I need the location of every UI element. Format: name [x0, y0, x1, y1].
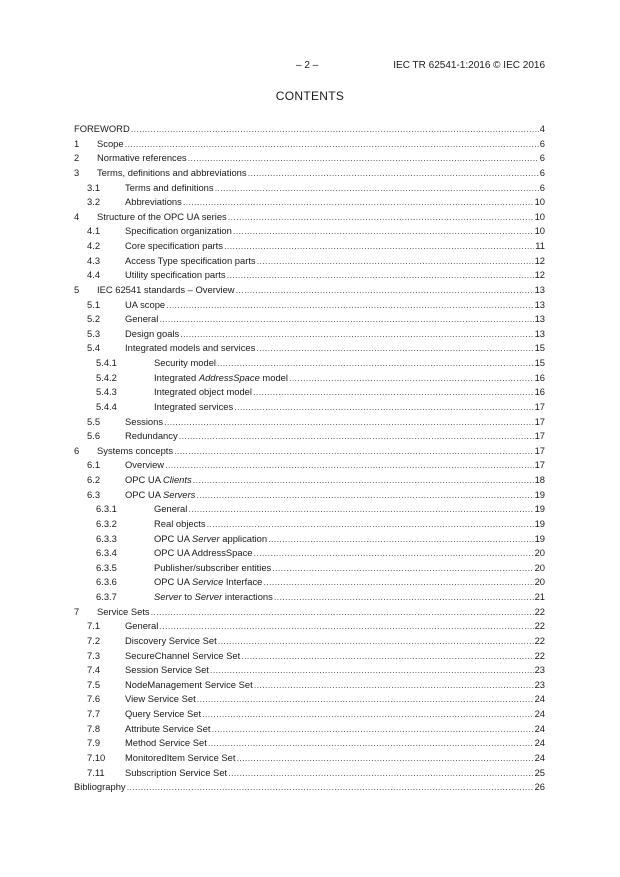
toc-leader-dots: [236, 283, 534, 298]
toc-entry-title-part: Terms and definitions: [125, 181, 214, 193]
toc-leader-dots: [165, 458, 533, 473]
toc-entry-page: 10: [534, 196, 545, 208]
toc-entry[interactable]: [74, 356, 545, 371]
toc-leader-dots: [159, 312, 533, 327]
toc-leader-dots: [234, 400, 533, 415]
toc-leader-dots: [272, 561, 533, 576]
toc-entry-page: 25: [534, 766, 545, 778]
toc-entry-title: [154, 371, 288, 386]
toc-entry-title-part: Utility specification parts: [125, 269, 226, 281]
toc-entry-number: 4.1: [87, 225, 101, 237]
toc-entry-title-part: Clients: [163, 474, 192, 485]
page-header: [74, 60, 545, 74]
toc-entry-title-part: Service: [192, 576, 224, 588]
toc-leader-dots: [263, 575, 533, 590]
toc-entry-page: 6: [539, 181, 545, 193]
toc-leader-dots: [197, 692, 534, 707]
toc-entry-page: 13: [534, 327, 545, 339]
page-title: CONTENTS: [275, 89, 345, 103]
toc-entry-title: [97, 605, 150, 620]
toc-entry-number: 7.10: [87, 751, 106, 763]
toc-entry[interactable]: [74, 678, 545, 693]
toc-leader-dots: [268, 532, 533, 547]
toc-entry-title-part: Server: [154, 591, 182, 602]
toc-entry-page: 22: [534, 634, 545, 646]
toc-entry-number: 6.3.6: [96, 576, 117, 588]
toc-entry-title: [74, 780, 126, 795]
toc-entry-number: 4.2: [87, 240, 101, 251]
toc-entry[interactable]: [74, 327, 545, 342]
toc-entry-page: 20: [534, 576, 545, 588]
toc-entry-page: 24: [534, 751, 545, 763]
toc-entry-title: [74, 122, 130, 137]
toc-entry-title-part: Integrated: [154, 371, 199, 383]
toc-entry-page: 24: [534, 708, 545, 719]
toc-entry-title: [125, 722, 210, 737]
toc-leader-dots: [241, 649, 533, 664]
toc-leader-dots: [179, 429, 534, 444]
toc-entry-title-part: OPC UA AddressSpace: [154, 547, 253, 559]
toc-entry-title-part: Security model: [154, 357, 217, 368]
toc-entry-page: 10: [534, 210, 545, 222]
toc-entry-title-part: Abbreviations: [125, 196, 182, 208]
toc-entry-title-part: Bibliography: [74, 781, 126, 793]
toc-entry-page: 24: [534, 693, 545, 705]
toc-entry-title: [125, 341, 255, 356]
toc-leader-dots: [164, 415, 534, 430]
toc-entry-title: [154, 502, 187, 517]
toc-entry-page: 13: [534, 298, 545, 310]
toc-entry-title-part: Sessions: [125, 415, 164, 427]
toc-entry[interactable]: [74, 780, 545, 795]
toc-entry-title-part: Specification organization: [125, 225, 232, 237]
toc-leader-dots: [218, 634, 534, 649]
toc-entry-title-part: Subscription Service Set: [125, 766, 228, 778]
toc-leader-dots: [228, 210, 534, 225]
toc-entry-title: [97, 444, 173, 459]
toc-entry-page: 22: [534, 620, 545, 632]
toc-entry-title: [125, 736, 207, 751]
toc-entry-page: 6: [539, 137, 545, 149]
toc-entry-title-part: Systems concepts: [97, 444, 174, 456]
toc-entry-page: 20: [534, 561, 545, 573]
toc-entry-page: 26: [534, 781, 545, 793]
toc-leader-dots: [151, 605, 534, 620]
toc-entry-number: 4.3: [87, 254, 101, 266]
toc-leader-dots: [196, 488, 533, 503]
toc-entry[interactable]: [74, 707, 545, 722]
toc-entry-title-part: Integrated models and services: [125, 342, 256, 354]
toc-entry-page: 19: [534, 503, 545, 515]
toc-entry-title-part: Redundancy: [125, 430, 178, 442]
toc-entry-title: [125, 692, 196, 707]
toc-entry-title-part: to: [181, 591, 195, 602]
toc-entry-page: 4: [539, 123, 545, 134]
toc-entry-title-part: MonitoredItem Service Set: [125, 751, 236, 763]
toc-entry[interactable]: [74, 546, 545, 561]
toc-entry-page: 22: [534, 605, 545, 617]
toc-entry[interactable]: [74, 502, 545, 517]
toc-leader-dots: [210, 663, 534, 678]
toc-entry-page: 20: [534, 547, 545, 559]
toc-entry[interactable]: [74, 195, 545, 210]
toc-entry-title-part: Discovery Service Set: [125, 634, 217, 646]
toc-leader-dots: [257, 254, 534, 269]
toc-entry-page: 12: [534, 269, 545, 281]
toc-entry-title-part: General: [154, 503, 188, 515]
toc-entry[interactable]: [74, 619, 545, 634]
toc-entry-page: 24: [534, 737, 545, 749]
toc-leader-dots: [211, 722, 533, 737]
toc-entry-page: 15: [534, 357, 545, 368]
document-id: IEC TR 62541-1:2016 © IEC 2016: [393, 60, 545, 71]
toc-entry[interactable]: [74, 649, 545, 664]
toc-leader-dots: [236, 751, 533, 766]
toc-leader-dots: [174, 444, 533, 459]
toc-leader-dots: [228, 766, 533, 781]
toc-entry-page: 11: [535, 240, 545, 251]
toc-entry[interactable]: [74, 590, 545, 605]
toc-entry[interactable]: [74, 268, 545, 283]
toc-leader-dots: [188, 502, 533, 517]
toc-entry-page: 17: [534, 444, 545, 456]
toc-entry[interactable]: [74, 736, 545, 751]
toc-entry-title-part: OPC UA: [125, 488, 164, 500]
toc-entry-number: 3: [74, 166, 80, 178]
toc-entry-page: 16: [534, 371, 545, 383]
toc-entry[interactable]: [74, 532, 545, 547]
toc-entry-number: 6.3.7: [96, 591, 117, 602]
toc-entry-title: [154, 356, 216, 371]
toc-entry-title: [125, 268, 226, 283]
toc-leader-dots: [127, 780, 534, 795]
toc-entry-number: 7.5: [87, 678, 101, 690]
toc-entry-title-part: Service Sets: [97, 605, 150, 617]
toc-entry-title: [125, 678, 253, 693]
toc-leader-dots: [180, 327, 533, 342]
page-number: – 2 –: [296, 60, 319, 71]
toc-entry-title-part: Normative references: [97, 152, 187, 164]
toc-entry-title: [125, 181, 214, 196]
toc-entry-title: [154, 561, 271, 576]
toc-entry[interactable]: [74, 400, 545, 415]
toc-entry-page: 23: [534, 678, 545, 690]
toc-entry-number: 6.3.1: [96, 503, 117, 515]
toc-entry-number: 7.7: [87, 708, 101, 719]
toc-entry-number: 5.4.4: [96, 400, 117, 412]
toc-entry[interactable]: [74, 181, 545, 196]
toc-entry-title: [125, 473, 192, 488]
toc-entry-number: 2: [74, 152, 80, 164]
toc-entry-title-part: model: [259, 371, 288, 383]
toc-entry-title: [125, 488, 195, 503]
toc-entry-title: [97, 210, 227, 225]
toc-leader-dots: [274, 590, 534, 605]
toc-entry-title: [125, 254, 256, 269]
toc-entry[interactable]: [74, 634, 545, 649]
toc-entry[interactable]: [74, 663, 545, 678]
toc-entry[interactable]: [74, 415, 545, 430]
toc-entry-page: 6: [539, 152, 545, 164]
toc-entry-page: 19: [534, 488, 545, 500]
toc-entry-title-part: interactions: [222, 591, 273, 602]
toc-entry-number: 5.5: [87, 415, 101, 427]
toc-leader-dots: [215, 181, 539, 196]
toc-leader-dots: [131, 122, 539, 137]
toc-entry-number: 5.4.3: [96, 386, 117, 398]
toc-leader-dots: [227, 268, 534, 283]
toc-entry-number: 7.6: [87, 693, 101, 705]
toc-leader-dots: [217, 356, 534, 371]
toc-entry-page: 16: [534, 386, 545, 398]
toc-entry-title: [154, 575, 262, 590]
toc-leader-dots: [253, 385, 534, 400]
toc-leader-dots: [233, 224, 534, 239]
toc-entry-title: [125, 707, 201, 722]
toc-entry[interactable]: [74, 137, 545, 152]
toc-entry[interactable]: [74, 312, 545, 327]
toc-entry[interactable]: [74, 766, 545, 781]
toc-entry-title-part: OPC UA: [125, 474, 164, 485]
toc-entry-title: [154, 385, 252, 400]
toc-entry-number: 6.3.2: [96, 517, 117, 529]
toc-entry-number: 6.3.4: [96, 547, 117, 559]
toc-entry-title-part: Access Type specification parts: [125, 254, 256, 266]
toc-entry-title: [125, 195, 182, 210]
toc-entry-title: [125, 751, 235, 766]
toc-entry-number: 6.3: [87, 488, 101, 500]
toc-entry-page: 17: [534, 415, 545, 427]
toc-entry-title-part: OPC UA: [154, 576, 193, 588]
toc-entry-number: 7.2: [87, 634, 101, 646]
toc-entry-number: 5: [74, 283, 80, 295]
toc-entry[interactable]: [74, 283, 545, 298]
toc-entry-title-part: FOREWORD: [74, 123, 130, 134]
toc-entry-title-part: Core specification parts: [125, 240, 223, 251]
toc-entry-page: 17: [534, 459, 545, 471]
toc-entry-title: [125, 634, 217, 649]
toc-leader-dots: [202, 707, 533, 722]
toc-entry-title: [97, 151, 187, 166]
toc-entry-title-part: View Service Set: [125, 693, 196, 705]
toc-entry[interactable]: [74, 751, 545, 766]
toc-leader-dots: [208, 736, 534, 751]
toc-entry-title-part: AddressSpace: [198, 371, 260, 383]
toc-entry-title-part: Session Service Set: [125, 664, 209, 676]
toc-entry-number: 3.1: [87, 181, 101, 193]
toc-entry-page: 12: [534, 254, 545, 266]
toc-entry[interactable]: [74, 151, 545, 166]
toc-entry-page: 18: [534, 474, 545, 485]
toc-entry-number: 5.3: [87, 327, 101, 339]
toc-entry-number: 7.4: [87, 664, 101, 676]
toc-entry-title-part: Attribute Service Set: [125, 722, 211, 734]
toc-entry-page: 13: [534, 313, 545, 325]
toc-leader-dots: [254, 546, 534, 561]
toc-entry-title-part: UA scope: [125, 298, 166, 310]
toc-entry-title-part: Servers: [163, 488, 196, 500]
toc-entry[interactable]: [74, 298, 545, 313]
toc-entry-number: 7.9: [87, 737, 101, 749]
toc-entry[interactable]: [74, 254, 545, 269]
toc-entry-title: [125, 415, 163, 430]
toc-entry-number: 7.11: [87, 766, 105, 778]
toc-entry-page: 19: [534, 517, 545, 529]
toc-entry-page: 10: [534, 225, 545, 237]
toc-entry-number: 6.3.3: [96, 532, 117, 544]
toc-entry-title-part: Server: [194, 591, 223, 602]
toc-entry-number: 5.4.1: [96, 357, 117, 368]
toc-leader-dots: [159, 619, 533, 634]
toc-entry-title-part: NodeManagement Service Set: [125, 678, 253, 690]
toc-entry-title-part: application: [219, 532, 268, 544]
toc-entry[interactable]: [74, 444, 545, 459]
toc-entry[interactable]: [74, 473, 545, 488]
toc-entry[interactable]: [74, 224, 545, 239]
table-of-contents: [74, 122, 545, 795]
toc-leader-dots: [166, 298, 533, 313]
toc-entry-number: 7: [74, 605, 80, 617]
toc-entry[interactable]: [74, 561, 545, 576]
toc-entry-title: [125, 663, 209, 678]
toc-entry-title-part: Server: [192, 532, 220, 544]
toc-entry-title: [125, 649, 240, 664]
toc-entry-number: 5.4: [87, 342, 101, 354]
toc-entry-title-part: General: [125, 313, 159, 325]
toc-entry-title: [125, 239, 223, 254]
toc-entry-title-part: Terms, definitions and abbreviations: [97, 166, 247, 178]
toc-entry-page: 23: [534, 664, 545, 676]
toc-entry-page: 6: [539, 166, 545, 178]
toc-entry-number: 4: [74, 210, 80, 222]
toc-entry[interactable]: [74, 722, 545, 737]
toc-entry-title: [97, 166, 247, 181]
toc-entry[interactable]: [74, 605, 545, 620]
toc-entry-number: 1: [74, 137, 80, 149]
toc-leader-dots: [207, 517, 534, 532]
toc-entry-title: [97, 283, 235, 298]
toc-entry[interactable]: [74, 122, 545, 137]
toc-leader-dots: [188, 151, 539, 166]
toc-entry-title: [154, 590, 273, 605]
toc-entry-page: 13: [534, 283, 545, 295]
toc-entry-number: 7.1: [87, 620, 101, 632]
toc-leader-dots: [256, 341, 533, 356]
toc-entry-title: [97, 137, 124, 152]
toc-entry-page: 19: [534, 532, 545, 544]
toc-entry-page: 22: [534, 649, 545, 661]
toc-entry-title: [125, 766, 227, 781]
toc-entry[interactable]: [74, 692, 545, 707]
toc-entry-title-part: Method Service Set: [125, 737, 207, 749]
toc-leader-dots: [183, 195, 534, 210]
toc-entry-title: [125, 298, 165, 313]
toc-entry-title-part: SecureChannel Service Set: [125, 649, 241, 661]
toc-entry-title-part: OPC UA: [154, 532, 193, 544]
toc-entry[interactable]: [74, 429, 545, 444]
toc-entry[interactable]: [74, 239, 545, 254]
toc-entry[interactable]: [74, 575, 545, 590]
toc-entry-number: 5.4.2: [96, 371, 117, 383]
toc-entry-title-part: Interface: [223, 576, 263, 588]
toc-entry[interactable]: [74, 341, 545, 356]
toc-entry-page: 17: [534, 430, 545, 442]
toc-entry-title: [154, 546, 253, 561]
toc-entry[interactable]: [74, 517, 545, 532]
toc-entry-number: 6.1: [87, 459, 101, 471]
toc-leader-dots: [289, 371, 534, 386]
toc-entry-number: 6.2: [87, 474, 101, 485]
toc-entry-title: [125, 458, 164, 473]
toc-entry[interactable]: [74, 371, 545, 386]
toc-entry[interactable]: [74, 385, 545, 400]
toc-leader-dots: [193, 473, 534, 488]
toc-entry-title-part: Publisher/subscriber entities: [154, 561, 272, 573]
toc-entry-number: 3.2: [87, 196, 101, 208]
toc-entry[interactable]: [74, 210, 545, 225]
toc-entry-title-part: Integrated services: [154, 400, 234, 412]
toc-entry-number: 5.1: [87, 298, 101, 310]
toc-leader-dots: [125, 137, 539, 152]
toc-entry-page: 17: [534, 400, 545, 412]
toc-entry-title: [125, 224, 232, 239]
toc-entry-title: [125, 619, 158, 634]
toc-entry[interactable]: [74, 488, 545, 503]
toc-leader-dots: [248, 166, 539, 181]
toc-entry-number: 4.4: [87, 269, 101, 281]
toc-entry-title-part: Query Service Set: [125, 708, 202, 719]
toc-entry-title: [154, 532, 267, 547]
toc-entry-page: 24: [534, 722, 545, 734]
toc-entry-title: [125, 312, 158, 327]
toc-entry-page: 15: [534, 342, 545, 354]
toc-entry[interactable]: [74, 166, 545, 181]
toc-entry-number: 7.3: [87, 649, 101, 661]
toc-entry-title-part: Integrated object model: [154, 386, 252, 398]
toc-entry-title-part: Structure of the OPC UA series: [97, 210, 227, 222]
toc-entry-title-part: Scope: [97, 137, 124, 149]
toc-entry[interactable]: [74, 458, 545, 473]
toc-entry-number: 5.2: [87, 313, 101, 325]
toc-entry-number: 6: [74, 444, 80, 456]
toc-entry-title: [125, 429, 178, 444]
toc-entry-title-part: Design goals: [125, 327, 180, 339]
toc-entry-title-part: Overview: [125, 459, 165, 471]
toc-entry-page: 21: [534, 591, 545, 602]
toc-entry-number: 6.3.5: [96, 561, 117, 573]
toc-entry-title-part: Real objects: [154, 517, 206, 529]
toc-entry-title-part: IEC 62541 standards – Overview: [97, 283, 235, 295]
toc-leader-dots: [224, 239, 534, 254]
toc-entry-title: [125, 327, 179, 342]
toc-entry-title-part: General: [125, 620, 159, 632]
toc-entry-title: [154, 517, 206, 532]
toc-entry-number: 5.6: [87, 430, 101, 442]
toc-entry-number: 7.8: [87, 722, 101, 734]
toc-leader-dots: [254, 678, 534, 693]
toc-entry-title: [154, 400, 233, 415]
